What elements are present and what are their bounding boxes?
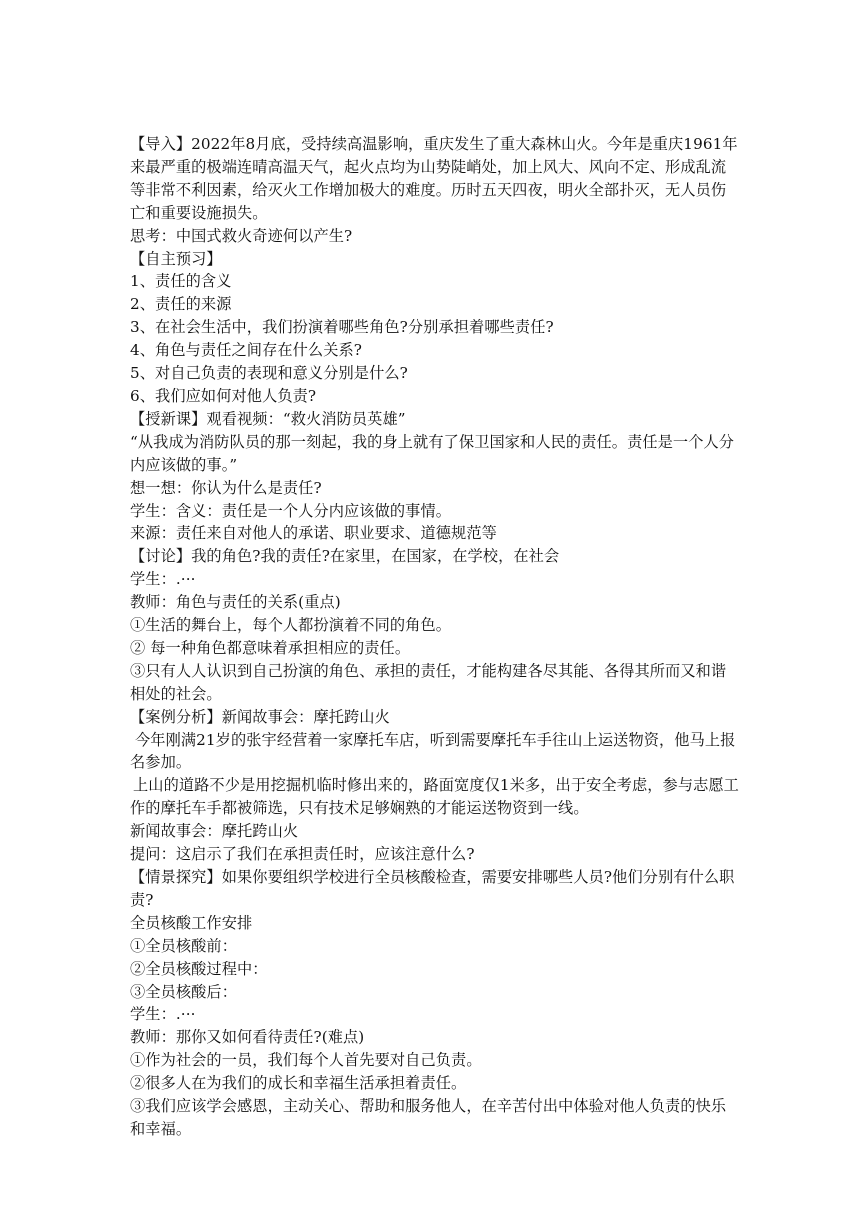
think-prompt: 想一想：你认为什么是责任? xyxy=(130,478,322,497)
student-answer-source: 来源：责任来自对他人的承诺、职业要求、道德规范等 xyxy=(130,524,497,543)
case-question: 提问：这启示了我们在承担责任时，应该注意什么? xyxy=(130,845,475,864)
case-title: 新闻故事会：摩托跨山火 xyxy=(130,822,299,841)
role-point: ③只有人人认识到自己扮演的角色、承担的责任，才能构建各尽其能、各得其所而又和谐相处的社会。 xyxy=(130,661,727,703)
preview-item: 4、角色与责任之间存在什么关系? xyxy=(130,341,363,360)
responsibility-point: ③我们应该学会感恩，主动关心、帮助和服务他人，在辛苦付出中体验对他人负责的快乐和幸福。 xyxy=(130,1097,727,1138)
student-response: 学生：.··· xyxy=(130,570,196,589)
think-question: 思考：中国式救火奇迹何以产生? xyxy=(130,226,353,245)
section-heading-scenario: 【情景探究】如果你要组织学校进行全员核酸检查，需要安排哪些人员?他们分别有什么职责? xyxy=(130,868,735,909)
case-paragraph: 上山的道路不少是用挖掘机临时修出来的，路面宽度仅1米多，出于安全考虑，参与志愿工作的摩托车手都被筛选，只有技术足够娴熟的才能运送物资到一线。 xyxy=(130,776,739,818)
case-paragraph: 今年刚满21岁的张宇经营着一家摩托车店，听到需要摩托车手往山上运送物资，他马上报名参加。 xyxy=(130,730,736,772)
document-body xyxy=(130,133,740,1141)
teacher-difficult-point: 教师：那你又如何看待责任?(难点) xyxy=(130,1028,365,1047)
student-answer-meaning: 学生：含义：责任是一个人分内应该做的事情。 xyxy=(130,501,452,520)
scenario-step: ③全员核酸后： xyxy=(130,982,238,1001)
teacher-key-point: 教师：角色与责任的关系(重点) xyxy=(130,593,341,612)
firefighter-quote: “从我成为消防队员的那一刻起，我的身上就有了保卫国家和人民的责任。责任是一个人分内应该做的事。” xyxy=(130,432,735,474)
preview-item: 2、责任的来源 xyxy=(130,295,232,314)
responsibility-point: ②很多人在为我们的成长和幸福生活承担着责任。 xyxy=(130,1074,467,1093)
preview-item: 6、我们应如何对他人负责? xyxy=(130,386,317,405)
preview-item: 3、在社会生活中，我们扮演着哪些角色?分别承担着哪些责任? xyxy=(130,318,554,337)
intro-paragraph: 【导入】2022年8月底，受持续高温影响，重庆发生了重大森林山火。今年是重庆1961年来最严重的极端连晴高温天气，起火点均为山势陡峭处，加上风大、风向不定、形成乱流等非常不利因素，给灭火工作增加极大的难度。历时五天四夜，明火全部扑灭，无人员伤亡和重要设施损失。 xyxy=(130,135,738,222)
preview-item: 1、责任的含义 xyxy=(130,272,232,291)
responsibility-point: ①作为社会的一员，我们每个人首先要对自己负责。 xyxy=(130,1051,482,1070)
scenario-title: 全员核酸工作安排 xyxy=(130,913,253,932)
role-point: ② 每一种角色都意味着承担相应的责任。 xyxy=(130,638,411,657)
scenario-step: ②全员核酸过程中： xyxy=(130,959,268,978)
section-heading-discussion: 【讨论】我的角色?我的责任?在家里，在国家，在学校，在社会 xyxy=(130,547,560,566)
section-heading-new-lesson: 【授新课】观看视频：“救火消防员英雄” xyxy=(130,409,406,428)
scenario-step: ①全员核酸前： xyxy=(130,936,238,955)
section-heading-case: 【案例分析】新闻故事会：摩托跨山火 xyxy=(130,707,390,726)
section-heading-preview: 【自主预习】 xyxy=(130,249,222,268)
preview-item: 5、对自己负责的表现和意义分别是什么? xyxy=(130,364,408,383)
role-point: ①生活的舞台上，每个人都扮演着不同的角色。 xyxy=(130,616,452,635)
student-response: 学生：.··· xyxy=(130,1005,196,1024)
